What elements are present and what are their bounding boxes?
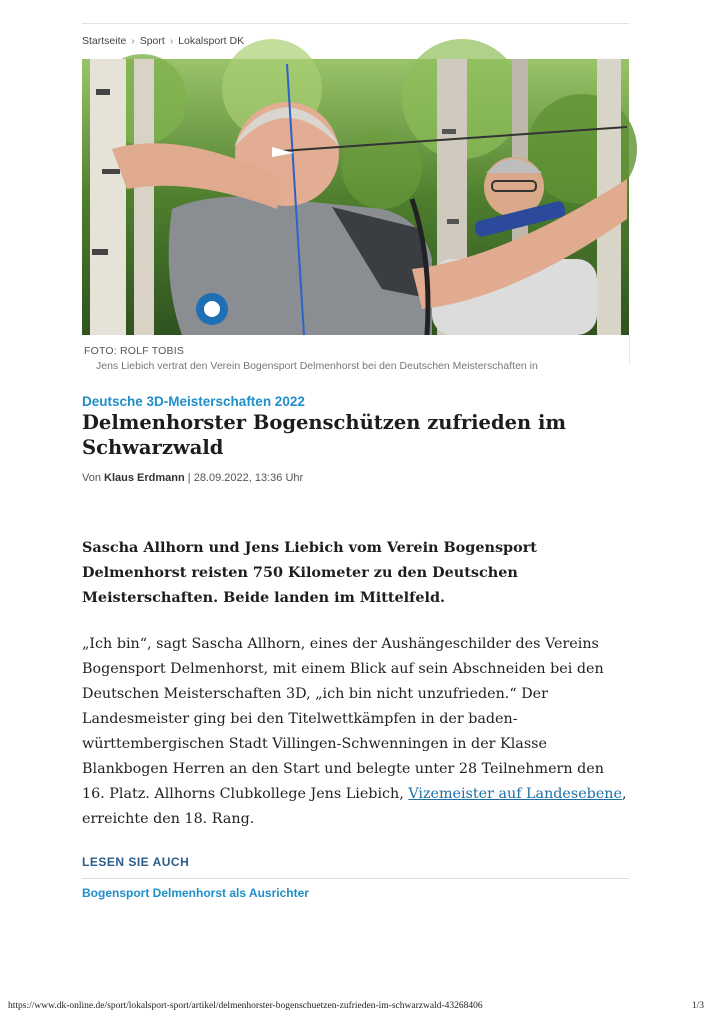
footer-url: https://www.dk-online.de/sport/lokalsport-sport/artikel/delmenhorster-bogenschuetzen-zufrieden-im-schwarzwald-43268406 bbox=[8, 1001, 483, 1011]
article-kicker: Deutsche 3D-Meisterschaften 2022 bbox=[82, 394, 305, 409]
vizemeister-link[interactable]: Vizemeister auf Landesebene bbox=[408, 786, 622, 802]
article-byline bbox=[82, 472, 303, 484]
article-title: Delmenhorster Bogenschützen zufrieden im Schwarzwald bbox=[82, 411, 566, 459]
top-divider bbox=[82, 23, 629, 24]
read-also-link[interactable]: Bogensport Delmenhorst als Ausrichter bbox=[82, 886, 309, 900]
breadcrumb bbox=[82, 35, 244, 47]
byline-prefix: Von bbox=[82, 472, 101, 484]
footer-page-number: 1/3 bbox=[691, 1001, 704, 1011]
photo-caption: Jens Liebich vertrat den Verein Bogensport Delmenhorst bei den Deutschen Meisterschaften in bbox=[96, 360, 538, 372]
photo-credit: FOTO: ROLF TOBIS bbox=[84, 345, 185, 357]
byline-date: | 28.09.2022, 13:36 Uhr bbox=[187, 472, 304, 484]
read-also-divider bbox=[82, 878, 629, 879]
breadcrumb-item-sport[interactable]: Sport bbox=[139, 35, 165, 47]
byline-author[interactable]: Klaus Erdmann bbox=[104, 472, 185, 484]
article-body bbox=[82, 632, 630, 832]
hero-image[interactable] bbox=[82, 59, 629, 335]
photo-caption-box bbox=[82, 335, 630, 372]
breadcrumb-item-lokalsport[interactable]: Lokalsport DK bbox=[178, 35, 245, 47]
chevron-right-icon: › bbox=[131, 35, 135, 47]
read-also-heading: LESEN SIE AUCH bbox=[82, 855, 190, 869]
body-text-part-2: , erreichte den 18. Rang. bbox=[82, 786, 627, 827]
body-text-part-1: „Ich bin“, sagt Sascha Allhorn, eines der Aushängeschilder des Vereins Bogensport Delmenhorst, mit einem Blick auf sein Abschneiden bei den Deutschen Meisterschaften 3D, „ich bin nicht unzufrieden.“ Der Landesmeister ging bei den Titelwettkämpfen in der baden-württembergischen Stadt Villingen-Schwenningen in der Klasse Blankbogen Herren an den Start und belegte unter 28 Teilnehmern den 16. Platz. Allhorns Clubkollege Jens Liebich, bbox=[82, 636, 604, 802]
chevron-right-icon: › bbox=[169, 35, 174, 47]
breadcrumb-item-startseite[interactable]: Startseite bbox=[82, 35, 127, 47]
article-lead: Sascha Allhorn und Jens Liebich vom Verein Bogensport Delmenhorst reisten 750 Kilometer zu den Deutschen Meisterschaften. Beide landen im Mittelfeld. bbox=[82, 539, 537, 606]
